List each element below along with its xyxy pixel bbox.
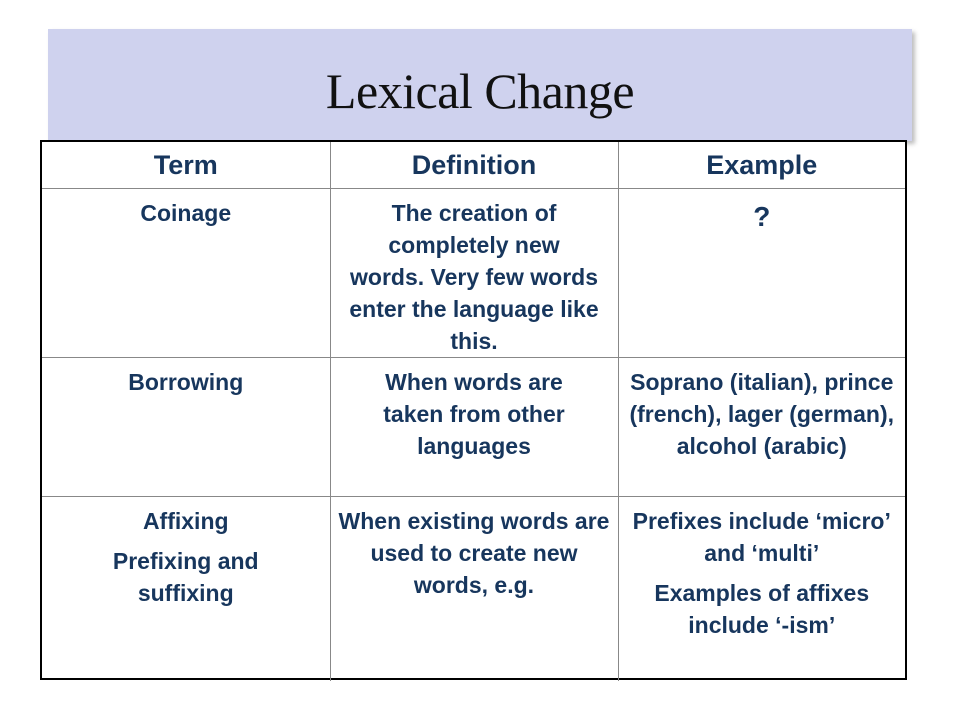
- definition-coinage: The creation of completely new words. Very few words enter the language like this.: [349, 200, 599, 354]
- example-cell: [618, 358, 905, 497]
- example-affixing-prefixes: Prefixes include ‘micro’ and ‘multi’: [632, 508, 891, 566]
- header-example: Example: [618, 142, 905, 189]
- slide-title: Lexical Change: [325, 63, 635, 119]
- header-definition: Definition: [330, 142, 618, 189]
- table-grid: [42, 142, 905, 681]
- definition-affixing: When existing words are used to create new words, e.g.: [338, 508, 610, 598]
- definition-cell: [330, 497, 618, 682]
- term-coinage: Coinage: [140, 200, 232, 226]
- example-affixing-ism: Examples of affixes include ‘-ism’: [654, 580, 870, 638]
- lexical-change-table: [40, 140, 907, 680]
- table-row: [42, 358, 905, 497]
- example-borrowing: Soprano (italian), prince (french), lager (german), alcohol (arabic): [629, 369, 895, 459]
- definition-borrowing: When words are taken from other languages: [383, 369, 565, 459]
- example-cell: [618, 497, 905, 682]
- term-affixing: Affixing: [142, 508, 229, 534]
- example-cell: [618, 189, 905, 358]
- table-row: [42, 497, 905, 682]
- term-cell: [42, 358, 330, 497]
- term-cell: [42, 497, 330, 682]
- table-row: [42, 189, 905, 358]
- term-borrowing: Borrowing: [128, 369, 244, 395]
- example-coinage: ?: [753, 201, 771, 232]
- header-row: [42, 142, 905, 189]
- term-affixing-sub: Prefixing and suffixing: [112, 548, 259, 606]
- header-term: Term: [42, 142, 330, 189]
- definition-cell: [330, 189, 618, 358]
- definition-cell: [330, 358, 618, 497]
- term-cell: [42, 189, 330, 358]
